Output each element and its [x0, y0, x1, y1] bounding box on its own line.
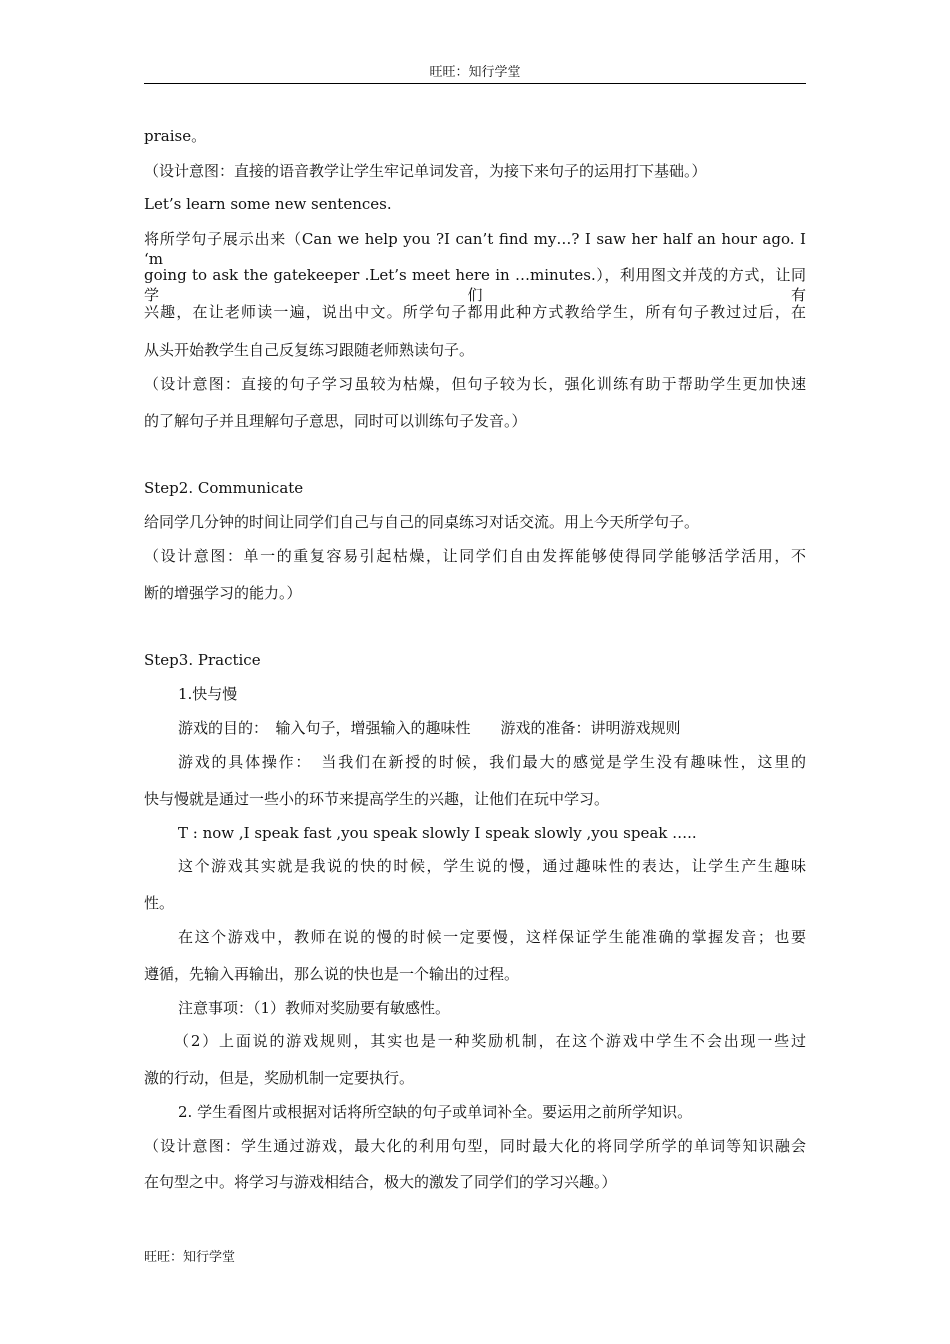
paragraph-line: 这个游戏其实就是我说的快的时候，学生说的慢，通过趣味性的表达，让学生产生趣味 — [178, 857, 806, 875]
page-footer: 旺旺：知行学堂 — [144, 1250, 236, 1265]
game-title: 1.快与慢 — [178, 685, 238, 703]
design-intent-note: 断的增强学习的能力。） — [144, 584, 302, 602]
notes-line: 激的行动，但是，奖励机制一定要执行。 — [144, 1069, 415, 1087]
paragraph-line: 将所学句子展示出来（Can we help you ?I can’t find my…? I saw her half an hour ago. I ‘m — [144, 230, 806, 268]
paragraph-line: 给同学几分钟的时间让同学们自己与自己的同桌练习对话交流。用上今天所学句子。 — [144, 513, 700, 531]
design-intent-note: （设计意图：直接的语音教学让学生牢记单词发音，为接下来句子的运用打下基础。） — [144, 162, 707, 180]
design-intent-note: 在句型之中。将学习与游戏相结合，极大的激发了同学们的学习兴趣。） — [144, 1173, 617, 1191]
paragraph-line: 快与慢就是通过一些小的环节来提高学生的兴趣，让他们在玩中学习。 — [144, 790, 610, 808]
paragraph-line: 遵循，先输入再输出，那么说的快也是一个输出的过程。 — [144, 965, 520, 983]
design-intent-note: （设计意图：直接的句子学习虽较为枯燥，但句子较为长，强化训练有助于帮助学生更加快速 — [144, 375, 806, 393]
paragraph-line: 2. 学生看图片或根据对话将所空缺的句子或单词补全。要运用之前所学知识。 — [178, 1103, 693, 1121]
paragraph-line: 兴趣，在让老师读一遍，说出中文。所学句子都用此种方式教给学生，所有句子教过过后，在 — [144, 303, 806, 321]
design-intent-note: （设计意图：学生通过游戏，最大化的利用句型，同时最大化的将同学所学的单词等知识融会 — [144, 1137, 806, 1155]
design-intent-note: （设计意图：单一的重复容易引起枯燥，让同学们自由发挥能够使得同学能够活学活用，不 — [144, 547, 806, 565]
paragraph-line: 游戏的目的： 输入句子，增强输入的趣味性 游戏的准备：讲明游戏规则 — [178, 719, 681, 737]
paragraph-line: 在这个游戏中，教师在说的慢的时候一定要慢，这样保证学生能准确的掌握发音；也要 — [178, 928, 806, 946]
section-heading-step3: Step3. Practice — [144, 651, 261, 669]
paragraph-line: going to ask the gatekeeper .Let’s meet here in …minutes.），利用图文并茂的方式，让同学们有 — [144, 266, 806, 304]
page-header: 旺旺：知行学堂 — [144, 64, 806, 84]
text-line: Let’s learn some new sentences. — [144, 195, 392, 213]
paragraph-line: 从头开始教学生自己反复练习跟随老师熟读句子。 — [144, 341, 475, 359]
paragraph-line: 游戏的具体操作： 当我们在新授的时候，我们最大的感觉是学生没有趣味性，这里的 — [178, 753, 806, 771]
paragraph-line: 性。 — [144, 894, 175, 912]
notes-line: （2）上面说的游戏规则，其实也是一种奖励机制，在这个游戏中学生不会出现一些过 — [174, 1032, 806, 1050]
design-intent-note: 的了解句子并且理解句子意思，同时可以训练句子发音。） — [144, 412, 527, 430]
dialogue-line: T : now ,I speak fast ,you speak slowly I speak slowly ,you speak ….. — [178, 824, 697, 842]
notes-line: 注意事项：（1）教师对奖励要有敏感性。 — [178, 999, 451, 1017]
section-heading-step2: Step2. Communicate — [144, 479, 304, 497]
text-line: praise。 — [144, 127, 207, 145]
